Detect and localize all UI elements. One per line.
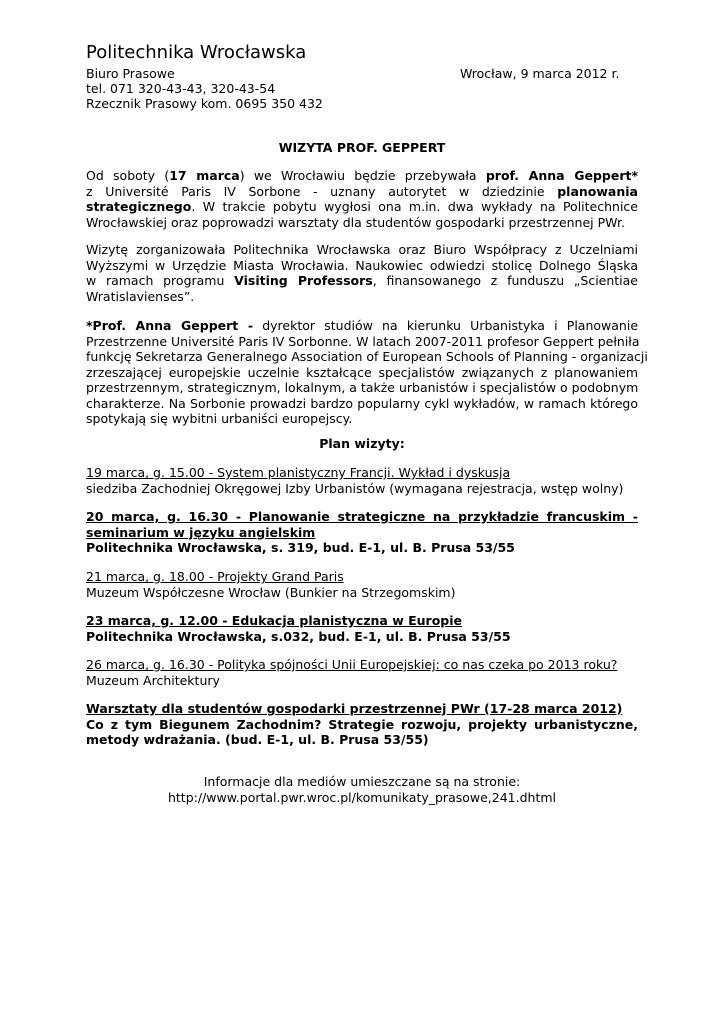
plan-heading: Plan wizyty: (319, 436, 405, 451)
event-venue: Politechnika Wrocławska, s. 319, bud. E-1, ul. B. Prusa 53/55 (86, 540, 515, 555)
page-title: WIZYTA PROF. GEPPERT (278, 140, 446, 155)
text-line: *Prof. Anna Geppert - dyrektor studiów na kierunku Urbanistyka i Planowanie (86, 318, 639, 333)
paragraph-biography (86, 318, 648, 427)
event-title-cont: seminarium w języku angielskim (86, 524, 316, 540)
text-line: charakterze. Na Sorbonie prowadzi bardzo popularny cykl wykładów, w ramach którego (86, 395, 638, 411)
event-item (86, 701, 638, 748)
text-line: Wyższymi w Urzędzie Miasta Wrocławia. Naukowiec odwiedzi stolicę Dolnego Śląska (86, 257, 638, 273)
text-line: funkcję Sekretarza Generalnego Association of European Schools of Planning - organizacji (86, 349, 648, 364)
text-line: Wratislavienses”. (86, 288, 195, 304)
media-info (86, 774, 638, 805)
event-venue: Politechnika Wrocławska, s.032, bud. E-1, ul. B. Prusa 53/55 (86, 628, 511, 644)
text-line: strategicznego. W trakcie pobytu wygłosi ona m.in. dwa wykłady na Politechnice (86, 199, 638, 214)
press-office: Biuro Prasowe (86, 66, 175, 81)
text-line: przestrzennym, strategicznym, lokalnym, a także urbanistów i specjalistów o podobnym (86, 380, 639, 395)
release-date: Wrocław, 9 marca 2012 r. (460, 66, 620, 81)
text-line: zrzeszającej europejskie uczelnie kształcące specjalistów związanych z planowaniem (86, 364, 638, 380)
event-item (86, 569, 638, 600)
spokesman-contact: Rzecznik Prasowy kom. 0695 350 432 (86, 96, 323, 111)
organization-name: Politechnika Wrocławska (86, 42, 307, 63)
event-title: 21 marca, g. 18.00 - Projekty Grand Paris (86, 569, 344, 584)
event-title: Warsztaty dla studentów gospodarki przestrzennej PWr (17-28 marca 2012) (86, 701, 623, 716)
event-venue: siedziba Zachodniej Okręgowej Izby Urbanistów (wymagana rejestracja, wstęp wolny) (86, 480, 624, 496)
text-line: Wrocławskiej oraz poprowadzi warsztaty dla studentów gospodarki przestrzennej PWr. (86, 214, 625, 230)
event-item (86, 613, 638, 644)
phone-numbers: tel. 071 320-43-43, 320-43-54 (86, 81, 276, 96)
event-title: 19 marca, g. 15.00 - System planistyczny Francji. Wykład i dyskusja (86, 465, 511, 480)
event-venue: Muzeum Współczesne Wrocław (Bunkier na Strzegomskim) (86, 584, 456, 600)
media-info-text: Informacje dla mediów umieszczane są na stronie: (203, 774, 521, 789)
event-description: Co z tym Biegunem Zachodnim? Strategie rozwoju, projekty urbanistyczne, (86, 716, 638, 732)
text-line: w ramach programu Visiting Professors, finansowanego z funduszu „Scientiae (86, 273, 639, 288)
press-releases-link[interactable]: http://www.portal.pwr.wroc.pl/komunikaty_prasowe,241.dhtml (167, 789, 557, 805)
event-item (86, 509, 638, 556)
event-item (86, 465, 638, 496)
text-line: z Université Paris IV Sorbone - uznany autorytet w dziedzinie planowania (86, 183, 638, 199)
paragraph-intro (86, 168, 638, 230)
event-title: 23 marca, g. 12.00 - Edukacja planistyczna w Europie (86, 613, 462, 628)
event-venue: Muzeum Architektury (86, 672, 220, 688)
text-line: Przestrzenne Université Paris IV Sorbonne. W latach 2007-2011 profesor Geppert pełniła (86, 333, 640, 349)
text-line: Wizytę zorganizowała Politechnika Wrocławska oraz Biuro Współpracy z Uczelniami (86, 242, 638, 257)
text-line: Od soboty (17 marca) we Wrocławiu będzie przebywała prof. Anna Geppert* (86, 168, 638, 183)
event-item (86, 657, 638, 688)
event-venue: metody wdrażania. (bud. E-1, ul. B. Prusa 53/55) (86, 732, 429, 747)
event-title: 26 marca, g. 16.30 - Polityka spójności Unii Europejskiej: co nas czeka po 2013 roku? (86, 657, 618, 672)
paragraph-organization (86, 242, 638, 304)
text-line: spotykają się wybitni urbaniści europejscy. (86, 411, 353, 426)
event-title: 20 marca, g. 16.30 - Planowanie strategiczne na przykładzie francuskim - (86, 509, 638, 524)
